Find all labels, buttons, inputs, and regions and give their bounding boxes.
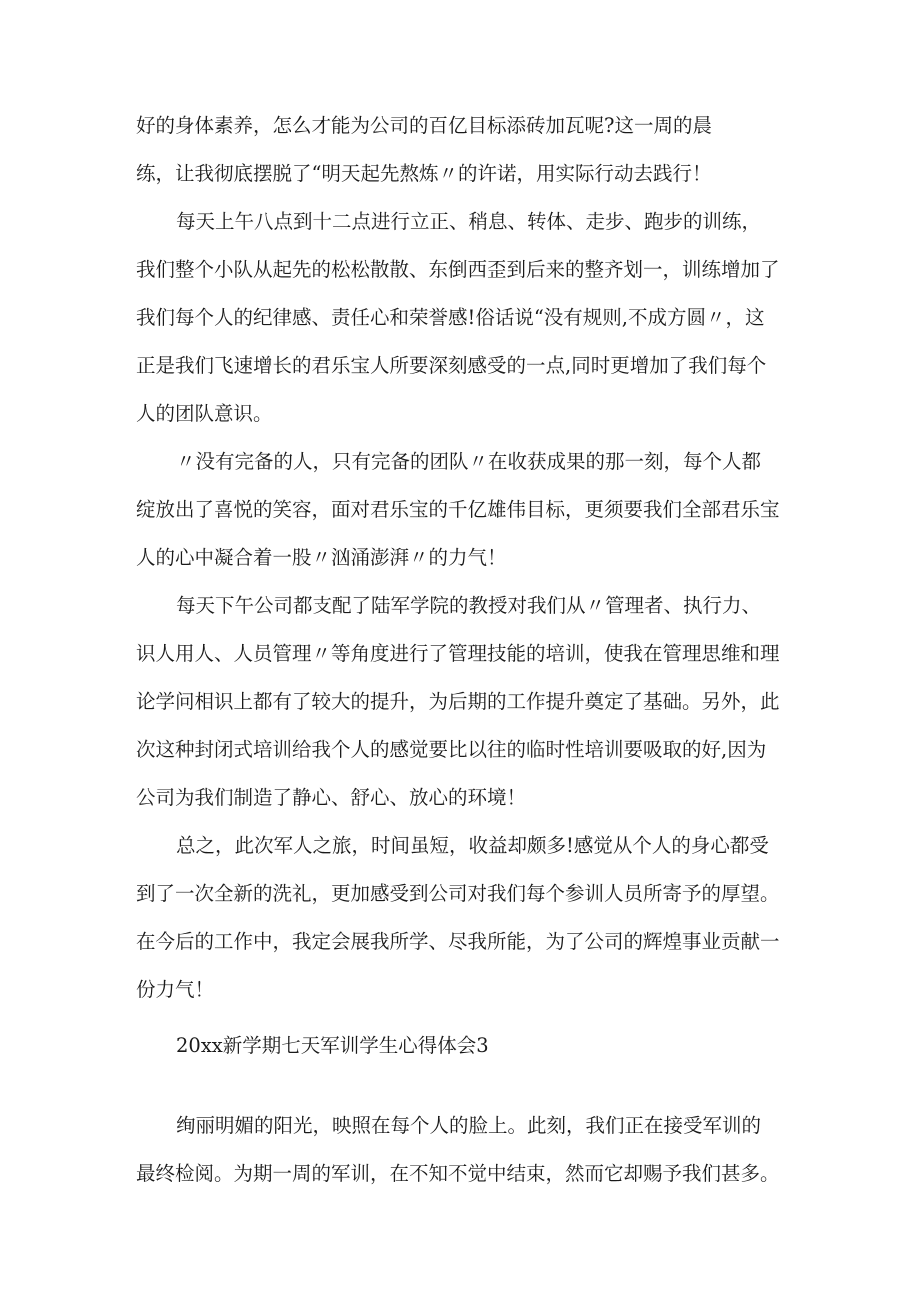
paragraph-start-line: 〃没有完备的人，只有完备的团队〃在收获成果的那一刻，每个人都	[176, 450, 762, 473]
text-line: 正是我们飞速增长的君乐宝人所要深刻感受的一点,同时更增加了我们每个	[136, 354, 767, 377]
text-line: 人的心中凝合着一股〃汹涌澎湃〃的力气！	[136, 546, 507, 569]
text-line: 到了一次全新的洗礼，更加感受到公司对我们每个参训人员所寄予的厚望。	[136, 882, 780, 905]
text-line: 最终检阅。为期一周的军训，在不知不觉中结束，然而它却赐予我们甚多。	[136, 1162, 780, 1185]
text-line: 我们每个人的纪律感、责任心和荣誉感!俗话说“没有规则,不成方圆〃，这	[136, 306, 765, 329]
paragraph-start-line: 每天下午公司都支配了陆军学院的教授对我们从〃管理者、执行力、	[176, 594, 762, 617]
text-line: 好的身体素养，怎么才能为公司的百亿目标添砖加瓦呢?这一周的晨	[136, 114, 712, 137]
section-heading: 20xx新学期七天军训学生心得体会3	[176, 1034, 489, 1057]
paragraph-start-line: 总之，此次军人之旅，时间虽短，收益却颇多!感觉从个人的身心都受	[176, 834, 769, 857]
text-line: 绽放出了喜悦的笑容，面对君乐宝的千亿雄伟目标，更须要我们全部君乐宝	[136, 498, 780, 521]
text-line: 份力气！	[136, 978, 215, 1001]
text-line: 识人用人、人员管理〃等角度进行了管理技能的培训，使我在管理思维和理	[136, 642, 780, 665]
text-line: 人的团队意识。	[136, 402, 273, 425]
text-line: 我们整个小队从起先的松松散散、东倒西歪到后来的整齐划一，训练增加了	[136, 258, 780, 281]
paragraph-start-line: 每天上午八点到十二点进行立正、稍息、转体、走步、跑步的训练，	[176, 210, 762, 233]
text-line: 公司为我们制造了静心、舒心、放心的环境！	[136, 786, 527, 809]
text-line: 论学问相识上都有了较大的提升，为后期的工作提升奠定了基础。另外，此	[136, 690, 780, 713]
text-line: 在今后的工作中，我定会展我所学、尽我所能，为了公司的辉煌事业贡献一	[136, 930, 780, 953]
text-line: 次这种封闭式培训给我个人的感觉要比以往的临时性培训要吸取的好,因为	[136, 738, 767, 761]
text-line: 练，让我彻底摆脱了“明天起先熬炼〃的许诺，用实际行动去践行！	[136, 162, 712, 185]
paragraph-start-line: 绚丽明媚的阳光，映照在每个人的脸上。此刻，我们正在接受军训的	[176, 1114, 762, 1137]
